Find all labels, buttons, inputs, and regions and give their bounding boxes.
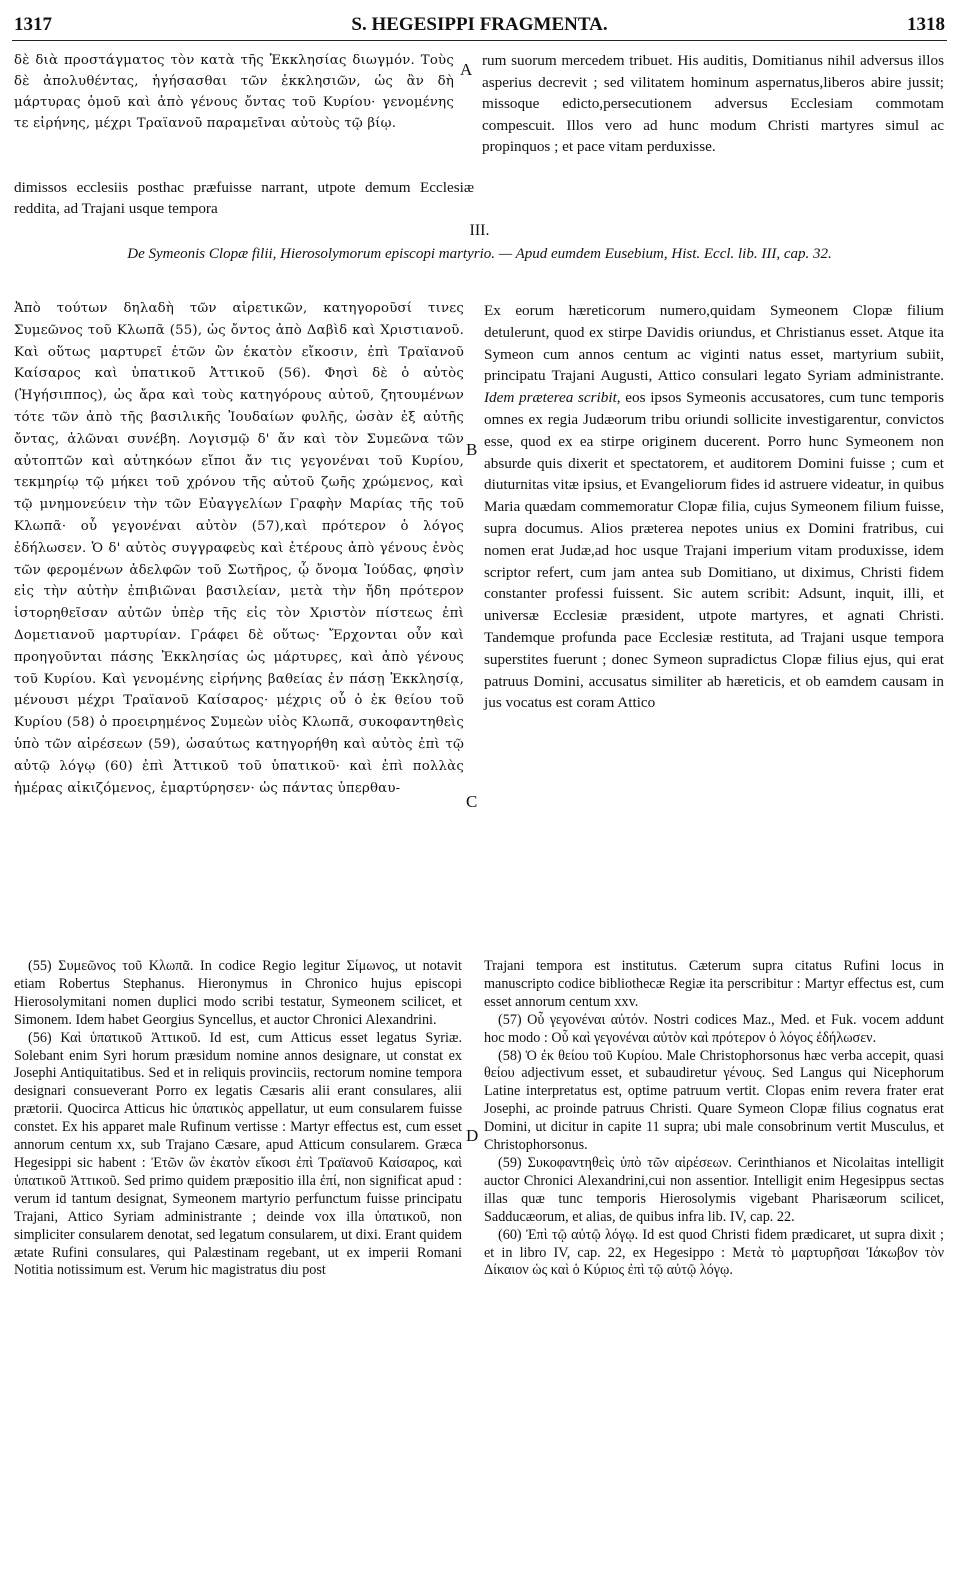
section-number: III. [469,222,490,239]
page-number-left: 1317 [14,14,52,35]
footnote-55: (55) Συμεῶνος τοῦ Κλωπᾶ. In codice Regio legitur Σίμωνος, ut notavit etiam Robertus Stephanus. Hieronymus in Chronico hujus episcopi Hierosolymitani nomen duplici modo scribi testatur, Symeonem scilicet, et Simonem. Idem habet Georgius Syncellus, et auctor Chronici Alexandrini. [14,958,462,1028]
footnotes-right [484,958,944,1280]
running-title: S. HEGESIPPI FRAGMENTA. [351,14,608,35]
page-header [14,8,945,38]
top-latin-right-text: rum suorum mercedem tribuet. His auditis, Domitianus nihil adversus illos asperius decrevit ; sed vilitatem hominum aspernatus,liberos abire jussit; missoque edicto,persecutionem adversus Ecclesiam commotam compescuit. Illos vero ad hunc modum Christi martyres simul ac propinquos ; et pace vitam perduxisse. [482,52,944,155]
latin-idem: Idem præterea scribit, [484,389,621,407]
section-title: De Symeonis Clopæ filii, Hierosolymorum episcopi martyrio. — Apud eumdem Eusebium, Hist. Eccl. lib. III, cap. 32. [127,246,832,262]
margin-marker-d: D [466,1126,479,1145]
page-number-right: 1318 [907,14,945,35]
footnote-59: (59) Συκοφαντηθεὶς ὑπὸ τῶν αἱρέσεων. Cerinthianos et Nicolaitas intelligit auctor Chronici Alexandrini,cui non assentior. Intelligit enim Hegesippus sectas illas quæ tunc temporis Hierosolymis vigebant Pharisæorum scilicet, Sadducæorum, et alias, de quibus infra lib. IV, cap. 22. [484,1154,944,1225]
footnotes-left [14,958,462,1280]
margin-marker-a: A [460,60,473,79]
header-rule [12,40,947,41]
footnote-58: (58) Ὁ ἐκ θείου τοῦ Κυρίου. Male Christophorsonus hæc verba accepit, quasi θείου adjectivum esset, et subaudiretur γένους. Sed Langus qui Nicephorum Latine interpretatus est, optime patruum vertit. Clopas enim revera frater erat Josephi, ac proinde patruus Christi. Quare Symeon Clopæ filius cognatus erat Domini, ut dicitur in capite 11 supra; ubi male consobrinum vertit Musculus, et Christophorsonus. [484,1047,944,1154]
footnote-60: (60) Ἐπὶ τῷ αὐτῷ λόγῳ. Id est quod Christi fidem prædicaret, ut supra dixit ; et in libro IV, cap. 22, ex Hegesippo : Μετὰ τὸ μαρτυρῆσαι Ἰάκωβον τὸν Δίκαιον ὡς καὶ ὁ Κύριος ἐπὶ τῷ αὐτῷ λόγῳ. [484,1226,944,1279]
main-latin-text [484,300,944,714]
latin-part-1: Ex eorum hæreticorum numero,quidam Symeonem Clopæ filium detulerunt, quod ex stirpe Davidis oriundus, et Christianus esset. Atque ita Symeon cum annos centum ac viginti natus esset, martyrium subiit, principatu Trajani Augusti, Attico consulari legato Syriam administrante. [484,302,944,385]
footnote-56: (56) Καὶ ὑπατικοῦ Ἀττικοῦ. Id est, cum Atticus esset legatus Syriæ. Solebant enim Syri horum præsidum nomine annos designare, ut constat ex Josephi Antiquitatibus. Sed et in reliquis provinciis, rectorum nomine tempora designari consueverant Porro ex legatis Cæsaris alii erant consulares, alii prætorii. Quocirca Atticus hic ὑπατικὸς appellatur, ut eum consularem fuisse constet. Ex his apparet male Rufinum vertisse : Martyr effectus est, cum esset annorum centum xx, sub Trajano Cæsare, apud Atticum consularem. Græca Hegesippi sic habent : Ἐτῶν ὢν ἑκατὸν εἴκοσι ἐπὶ Τραϊανοῦ Καίσαρος, καὶ ὑπατικοῦ Ἀττικοῦ. Sed primo quidem præpositio illa ἐπί, non significat apud : verum id tantum designat, Symeonem martyrio perfunctum fuisse principatu Trajani, Attico Syriam administrante ; deinde vox illa ὑπατικοῦ, non simpliciter consularem denotat, sed legatum consularem, ut dixi. Erant quidem ætate Rufini consulares, qui Palæstinam regebant, ut ex imperii Romani Notitia notissimum est. Verum hic magistratus diu post [14,1029,462,1279]
footnote-continuation: Trajani tempora est institutus. Cæterum supra citatus Rufini locus in manuscripto codice bibliothecæ Regiæ ita perscribitur : Martyr effectus est, cum esset annorum centum xxv. [484,958,944,1010]
main-greek-text: Ἀπὸ τούτων δηλαδὴ τῶν αἱρετικῶν, κατηγοροῦσί τινες Συμεῶνος τοῦ Κλωπᾶ (55), ὡς ὄντος ἀπὸ Δαβὶδ καὶ Χριστιανοῦ. Καὶ οὕτως μαρτυρεῖ ἐτῶν ὢν ἑκατὸν εἴκοσιν, ἐπὶ Τραϊανοῦ Καίσαρος καὶ ὑπατικοῦ Ἀττικοῦ (56). Φησὶ δὲ ὁ αὐτὸς (Ἡγήσιππος), ὡς ἄρα καὶ τοὺς κατηγόρους αὐτοῦ, ζητουμένων τότε τῶν ἀπὸ τῆς βασιλικῆς Ἰουδαίων φυλῆς, ὡσὰν ἐξ αὐτῆς ὄντας, ἁλῶναι συνέβη. Λογισμῷ δ' ἄν καὶ τὸν Συμεῶνα τῶν αὐτοπτῶν καὶ αὐτηκόων εἴποι ἄν τις γεγονέναι τοῦ Κυρίου, τεκμηρίῳ τῷ μήκει τοῦ χρόνου τῆς αὐτοῦ ζωῆς χρώμενος, καὶ τῷ μνημονεύειν τὴν τῶν Εὐαγγελίων Γραφὴν Μαρίας τῆς τοῦ Κλωπᾶ· οὗ γεγονέναι αὐτὸν (57),καὶ πρότερον ὁ λόγος ἐδήλωσεν. Ὁ δ' αὐτὸς συγγραφεὺς καὶ ἑτέρους ἀπὸ γένους ἑνὸς τῶν φερομένων ἀδελφῶν τοῦ Σωτῆρος, ᾧ ὄνομα Ἰούδας, φησὶν εἰς τὴν αὐτὴν ἐπιβιῶναι βασιλείαν, μετὰ τὴν ἤδη πρότερον ἱστορηθεῖσαν αὐτῶν ὑπὲρ τῆς εἰς τὸν Χριστὸν πίστεως ἐπὶ Δομετιανοῦ μαρτυρίαν. Γράφει δὲ οὕτως· Ἔρχονται οὖν καὶ προηγοῦνται πάσης Ἐκκλησίας ὡς μάρτυρες, καὶ ἀπὸ γένους τοῦ Κυρίου. Καὶ γενομένης εἰρήνης βαθείας ἐν πάσῃ Ἐκκλησίᾳ, μένουσι μέχρι Τραϊανοῦ Καίσαρος· μέχρις οὗ ὁ ἐκ θείου τοῦ Κυρίου (58) ὁ προειρημένος Συμεὼν υἱὸς Κλωπᾶ, συκοφαντηθεὶς ὑπὸ τῶν αἱρέσεων (59), ὡσαύτως κατηγορήθη καὶ αὐτὸς ἐπὶ τῷ αὐτῷ λόγῳ (60) ἐπὶ Ἀττικοῦ τοῦ ὑπατικοῦ· καὶ ἐπὶ πολλὰς ἡμέρας αἰκιζόμενος, ἐμαρτύρησεν· ὡς πάντας ὑπερθαυ- [14,301,464,796]
margin-marker-c: C [466,792,478,811]
margin-marker-b: B [466,440,478,459]
top-latin-left-text: dimissos ecclesiis posthac præfuisse narrant, utpote demum Ecclesiæ reddita, ad Trajani usque tempora [14,179,474,217]
footnote-57: (57) Οὗ γεγονέναι αὐτόν. Nostri codices Maz., Med. et Fuk. vocem addunt hoc modo : Οὗ καὶ γεγονέναι αὐτὸν καὶ πρότερον ὁ λόγος ἐδήλωσεν. [484,1011,944,1046]
top-greek-text: δὲ διὰ προστάγματος τὸν κατὰ τῆς Ἐκκλησίας διωγμόν. Τοὺς δὲ ἀπολυθέντας, ἡγήσασθαι τῶν ἐκκλησιῶν, ὡς ἂν δὴ μάρτυρας ὁμοῦ καὶ ἀπὸ γένους ὄντας τοῦ Κυρίου· γενομένης τε εἰρήνης, μέχρι Τραϊανοῦ παραμεῖναι αὐτοὺς τῷ βίῳ. [14,53,454,131]
latin-part-2: eos ipsos Symeonis accusatores, cum tunc temporis omnes ex regia Judæorum tribu oriundi sollicite investigarentur, convictos esse, quod ex ea stirpe originem ducerent. Porro hunc Symeonem non absurde quis dixerit et spectatorem, et auditorem Domini fuisse ; cum et diuturnitas vitæ ipsius, et Evangeliorum fides id astruere videatur, in quibus Maria quædam commemoratur Clopæ filia, cujus Symeonem filium fuisse, supra documus. Alios præterea nepotes unius ex Domini fratribus, cui nomen erat Judæ,ad hoc usque Trajani imperium vitam produxisse, idem scriptor refert, cum jam antea sub Domitiano, ut diximus, Christi fidem constanter professi fuissent. Sic autem scribit: Adsunt, inquit, illi, et universæ Ecclesiæ præsident, utpote martyres, et agnati Christi. Tandemque profunda pace Ecclesiæ restituta, ad Trajani usque tempora superstites fuerunt ; donec Symeon supradictus Clopæ filius ejus, qui erat patruus Domini, accusatus similiter ab hæreticis, et ob eamdem causam in jus vocatus est coram Attico [484,389,944,712]
